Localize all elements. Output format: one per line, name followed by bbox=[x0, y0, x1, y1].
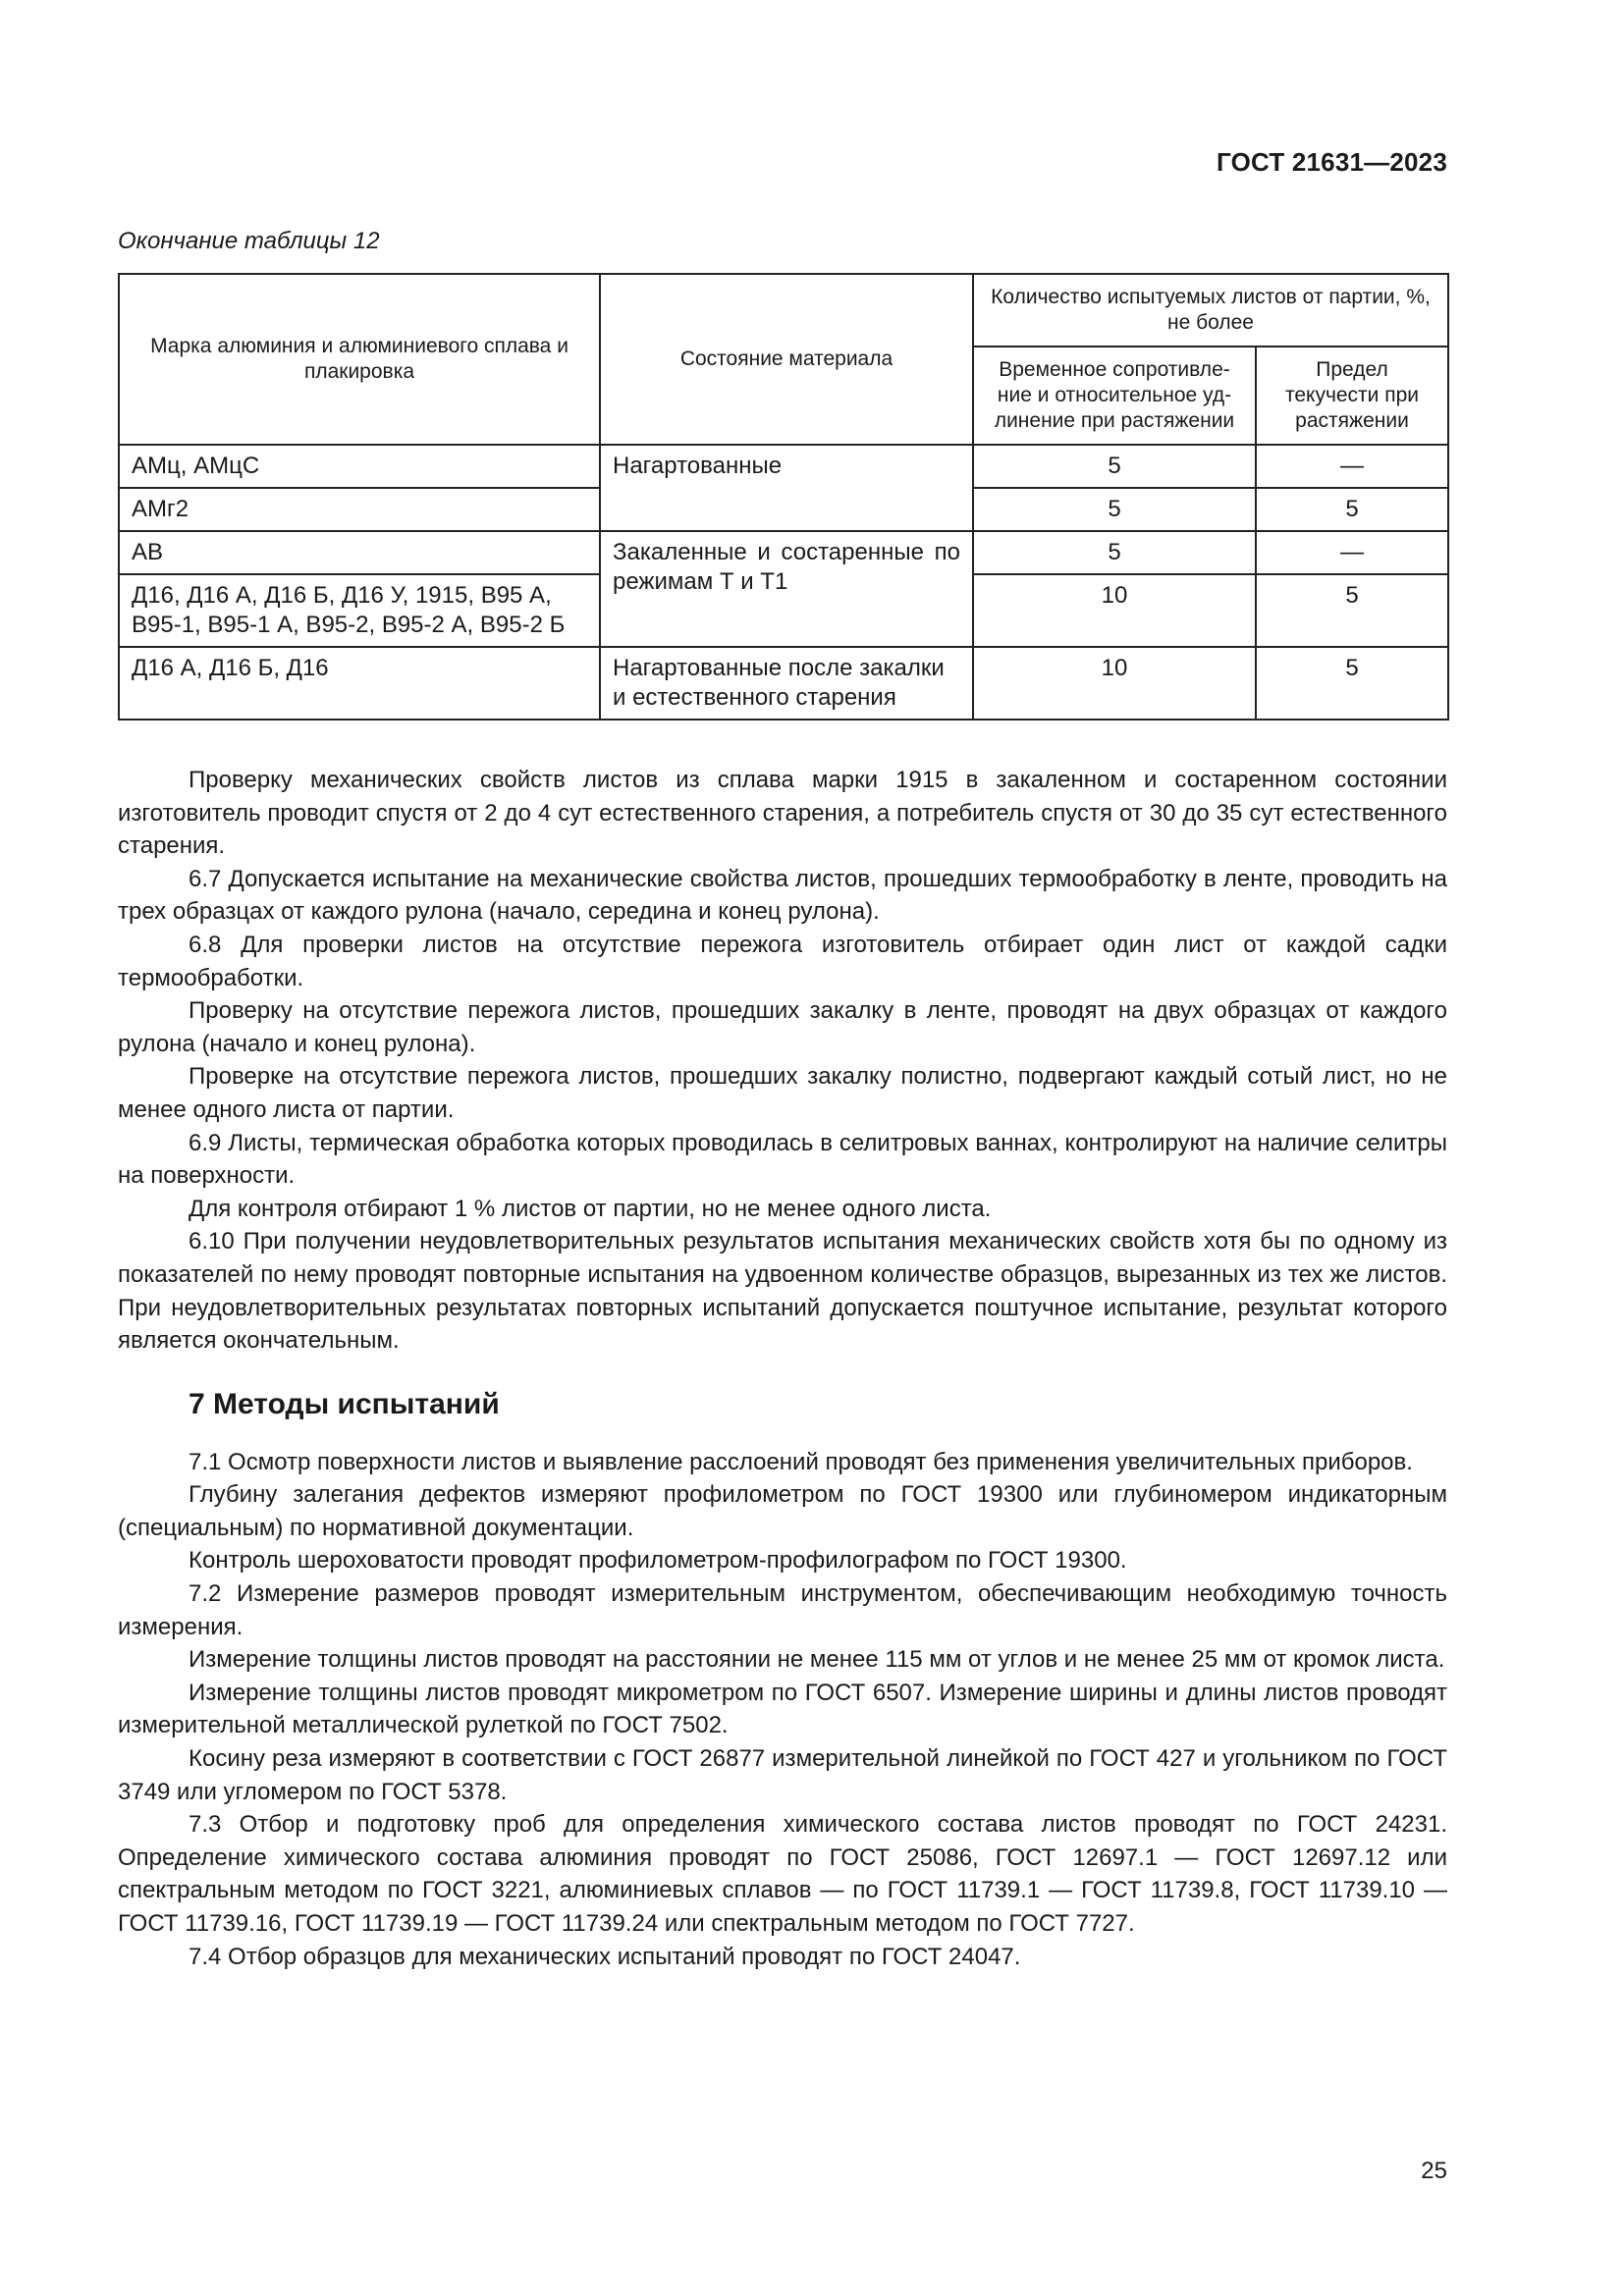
paragraph: Проверку на отсутствие пережога листов, прошедших закалку в ленте, проводят на двух образцах от каждого рулона (начало и конец рулона). bbox=[118, 997, 1447, 1057]
cell-state: Нагартованные после закалки и естественного старения bbox=[600, 647, 973, 720]
table-row bbox=[119, 647, 1448, 720]
paragraph: Проверку механических свойств листов из сплава марки 1915 в закаленном и состаренном состоянии изготовитель проводит спустя от 2 до 4 сут естественного старения, а потребитель спустя от 30 до 35 сут естественного старения. bbox=[118, 767, 1447, 860]
paragraph: Проверке на отсутствие пережога листов, прошедших закалку полистно, подвергают каждый сотый лист, но не менее одного листа от партии. bbox=[118, 1063, 1447, 1123]
paragraph: 6.9 Листы, термическая обработка которых проводилась в селитровых ваннах, контролируют на наличие селитры на поверхности. bbox=[118, 1129, 1447, 1190]
cell-tensile: 10 bbox=[973, 647, 1256, 720]
document-code-header: ГОСТ 21631—2023 bbox=[1217, 147, 1447, 177]
paragraph: Измерение толщины листов проводят микрометром по ГОСТ 6507. Измерение ширины и длины листов проводят измерительной металлической рулеткой по ГОСТ 7502. bbox=[118, 1679, 1447, 1739]
table-caption: Окончание таблицы 12 bbox=[118, 228, 380, 254]
cell-state: Нагартованные bbox=[600, 445, 973, 531]
table-header-row bbox=[119, 274, 1448, 347]
paragraph: Косину реза измеряют в соответствии с ГОСТ 26877 измерительной линейкой по ГОСТ 427 и угольником по ГОСТ 3749 или угломером по ГОСТ 5378. bbox=[118, 1745, 1447, 1805]
table-row bbox=[119, 445, 1448, 488]
header-tensile: Временное сопротивле-ние и относительное уд-линение при растяжении bbox=[973, 347, 1256, 445]
header-grade: Марка алюминия и алюминиевого сплава и плакировка bbox=[119, 274, 600, 445]
cell-tensile: 10 bbox=[973, 574, 1256, 647]
cell-grade: Д16 А, Д16 Б, Д16 bbox=[119, 647, 600, 720]
cell-state: Закаленные и состаренные по режимам Т и Т1 bbox=[600, 531, 973, 647]
paragraph: 6.8 Для проверки листов на отсутствие пережога изготовитель отбирает один лист от каждой садки термообработки. bbox=[118, 931, 1447, 991]
cell-tensile: 5 bbox=[973, 531, 1256, 574]
paragraph: Контроль шероховатости проводят профилометром-профилографом по ГОСТ 19300. bbox=[189, 1547, 1127, 1575]
paragraph: 6.10 При получении неудовлетворительных результатов испытания механических свойств хотя бы по одному из показателей по нему проводят повторные испытания на удвоенном количестве образцов, вырезанных из тех же листов. При неудовлетворительных результатах повторных испытаний допускается поштучное испытание, результат которого является окончательным. bbox=[118, 1228, 1447, 1355]
section-title: 7 Методы испытаний bbox=[189, 1387, 500, 1420]
paragraph: 7.3 Отбор и подготовку проб для определения химического состава листов проводят по ГОСТ 24231. Определение химического состава алюминия проводят по ГОСТ 25086, ГОСТ 12697.1 — ГОСТ 12697.12 или спектральным методом по ГОСТ 3221, алюминиевых сплавов — по ГОСТ 11739.1 — ГОСТ 11739.8, ГОСТ 11739.10 — ГОСТ 11739.16, ГОСТ 11739.19 — ГОСТ 11739.24 или спектральным методом по ГОСТ 7727. bbox=[118, 1811, 1447, 1937]
cell-grade: Д16, Д16 А, Д16 Б, Д16 У, 1915, В95 А, В95-1, В95-1 А, В95-2, В95-2 А, В95-2 Б bbox=[119, 574, 600, 647]
page-number: 25 bbox=[1421, 2158, 1447, 2184]
cell-grade: АВ bbox=[119, 531, 600, 574]
table-row bbox=[119, 531, 1448, 574]
cell-grade: АМг2 bbox=[119, 488, 600, 531]
cell-yield: 5 bbox=[1256, 488, 1448, 531]
cell-yield: 5 bbox=[1256, 574, 1448, 647]
body-text bbox=[118, 764, 1447, 1973]
cell-yield: — bbox=[1256, 445, 1448, 488]
paragraph: Измерение толщины листов проводят на расстоянии не менее 115 мм от углов и не менее 25 мм от кромок листа. bbox=[189, 1646, 1445, 1674]
cell-grade: АМц, АМцС bbox=[119, 445, 600, 488]
paragraph: Для контроля отбирают 1 % листов от партии, но не менее одного листа. bbox=[189, 1195, 992, 1222]
paragraph: 7.2 Измерение размеров проводят измерительным инструментом, обеспечивающим необходимую точность измерения. bbox=[118, 1580, 1447, 1640]
table-12 bbox=[118, 273, 1449, 721]
paragraph: 7.4 Отбор образцов для механических испытаний проводят по ГОСТ 24047. bbox=[189, 1943, 1021, 1970]
cell-tensile: 5 bbox=[973, 488, 1256, 531]
paragraph: 6.7 Допускается испытание на механические свойства листов, прошедших термообработку в ленте, проводить на трех образцах от каждого рулона (начало, середина и конец рулона). bbox=[118, 865, 1447, 926]
header-yield: Предел текучести при растяжении bbox=[1256, 347, 1448, 445]
paragraph: 7.1 Осмотр поверхности листов и выявление расслоений проводят без применения увеличительных приборов. bbox=[189, 1448, 1413, 1475]
header-state: Состояние материала bbox=[600, 274, 973, 445]
cell-yield: — bbox=[1256, 531, 1448, 574]
header-quantity: Количество испытуемых листов от партии, %, не более bbox=[973, 274, 1448, 347]
cell-yield: 5 bbox=[1256, 647, 1448, 720]
paragraph: Глубину залегания дефектов измеряют профилометром по ГОСТ 19300 или глубиномером индикаторным (специальным) по нормативной документации. bbox=[118, 1481, 1447, 1541]
cell-tensile: 5 bbox=[973, 445, 1256, 488]
